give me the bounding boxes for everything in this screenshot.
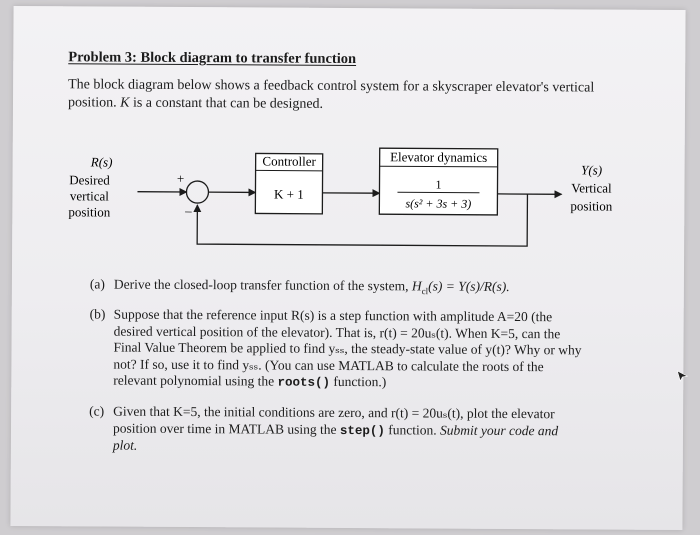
question-c-label: (c) (89, 403, 105, 419)
problem-title: Problem 3: Block diagram to transfer function (68, 49, 357, 68)
plant-denominator: s(s² + 3s + 3) (405, 196, 472, 211)
minus-sign: – (185, 203, 192, 219)
input-desc-line-2: vertical (69, 188, 109, 204)
question-c-line-1: Given that K=5, the initial conditions are zero, and r(t) = 20uₛ(t), plot the elevator (113, 403, 555, 422)
question-b-line-4: not? If so, use it to find yₛₛ. (You can use MATLAB to calculate the roots of the (113, 356, 544, 374)
input-desc-line-1: Desired (69, 172, 110, 188)
question-a-math-sub: cl (421, 286, 429, 297)
output-desc-line-1: Vertical (571, 180, 612, 196)
output-desc-line-2: position (570, 198, 613, 214)
block-diagram (67, 131, 628, 269)
question-b-line-2: desired vertical position of the elevator). That is, r(t) = 20uₛ(t). When K=5, can the (113, 323, 561, 341)
document-page (10, 6, 685, 530)
question-b-line-3: Final Value Theorem be applied to find yₛₛ, the steady-state value of y(t)? Why or why (113, 339, 582, 358)
input-signal-label: R(s) (90, 154, 113, 170)
question-c (89, 403, 617, 457)
question-a-text-pre: Derive the closed-loop transfer function of the system, (113, 276, 412, 294)
intro-variable-k: K (120, 95, 130, 111)
roots-function-code: roots() (277, 375, 331, 390)
input-desc-line-3: position (68, 204, 111, 220)
intro-text-pre: The block diagram below shows a feedback control system for a skyscraper elevator's vertical position. (67, 77, 595, 111)
plus-sign: + (176, 170, 185, 186)
question-c-line-2-pre: position over time in MATLAB using the (112, 420, 340, 437)
question-b-line-5-pre: relevant polynomial using the (113, 372, 278, 389)
question-b-label: (b) (89, 306, 106, 322)
question-b-line-1: Suppose that the reference input R(s) is a step function with amplitude A=20 (the (113, 306, 553, 325)
plant-numerator: 1 (435, 177, 442, 192)
problem-intro (68, 76, 628, 115)
question-a-text-post: (s) = Y(s)/R(s). (428, 278, 510, 294)
plant-title: Elevator dynamics (390, 149, 488, 165)
question-a-math: H (411, 278, 422, 294)
intro-text-post: is a constant that can be designed. (129, 95, 324, 112)
question-c-line-3: plot. (112, 437, 138, 453)
controller-title: Controller (262, 153, 316, 169)
mouse-pointer-icon (676, 370, 688, 382)
question-c-line-2 (113, 420, 617, 441)
question-a (90, 276, 618, 300)
plant-fraction-bar (397, 192, 479, 193)
output-signal-label: Y(s) (581, 162, 603, 178)
question-c-line-2-italic: Submit your code and (439, 422, 559, 438)
question-b (89, 306, 618, 393)
summing-junction (186, 181, 208, 203)
controller-transfer-function: K + 1 (274, 186, 304, 202)
step-function-code: step() (339, 423, 385, 438)
question-a-label: (a) (89, 276, 105, 292)
question-c-line-2-mid: function. (384, 421, 441, 438)
question-b-line-5-post: function.) (329, 373, 387, 390)
question-b-line-5 (113, 373, 617, 394)
